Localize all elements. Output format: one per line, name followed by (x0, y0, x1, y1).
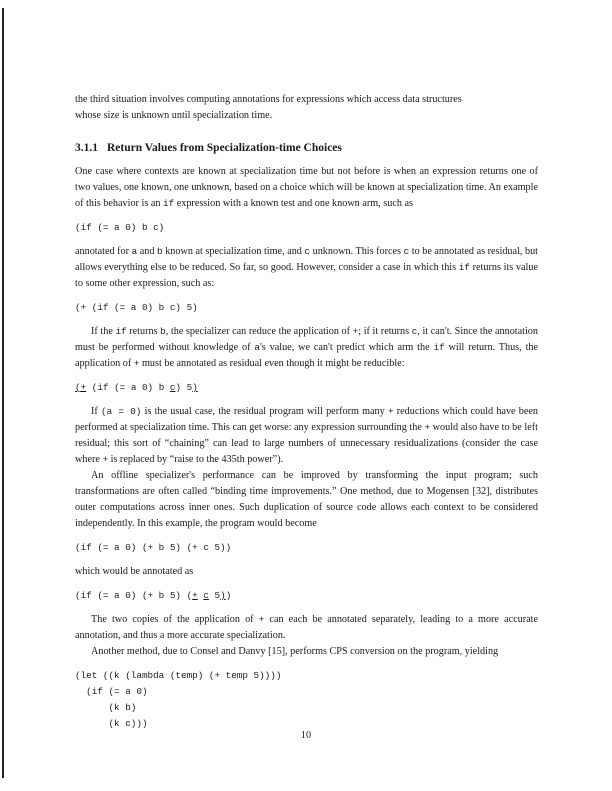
paragraph-7: The two copies of the application of + can each be annotated separately, leading to a more accurate annotation, and thus a more accurate specialization. (75, 614, 539, 641)
scan-edge (2, 8, 4, 778)
intro-paragraph (75, 92, 538, 124)
paragraph-2: annotated for a and b known at specialization time, and c unknown. This forces c to be annotated as residual, but allows everything else to be reduced. So far, so good. However, consider a case in which this if returns its value to some other expression, such as: (75, 246, 538, 289)
code-example-6 (75, 668, 538, 732)
intro-line-1: the third situation involves computing annotations for expressions which access data structures (75, 94, 462, 105)
code-example-5-annotated: (if (= a 0) (+ b 5) (+ c 5)) (75, 590, 232, 601)
code-line: (let ((k (lambda (temp) (+ temp 5)))) (75, 670, 282, 681)
paragraph-3: If the if returns b, the specializer can reduce the application of +; if it returns c, it can't. Since the annotation must be performed without knowledge of a's value, we can't predict which arm the if will return. Thus, the application of + must be annotated as residual even though it might be reducible: (75, 326, 539, 369)
page-number: 10 (300, 730, 312, 741)
paragraph-4: If (a = 0) is the usual case, the residual program will perform many + reductions which could have been performed at specialization time. This can get worse: any expression surrounding the + would also have to be left residual; this sort of “chaining” can lead to large numbers of unnecessary residualizations (consider the case where + is replaced by “raise to the 435th power”). (75, 406, 538, 465)
section-title: Return Values from Specialization-time Choices (107, 142, 342, 154)
code-example-4: (if (= a 0) (+ b 5) (+ c 5)) (75, 542, 232, 553)
paragraph-1: One case where contexts are known at specialization time but not before is when an expression returns one of two values, one known, one unknown, based on a choice which will be known at specialization time. An example of this behavior is an if expression with a known test and one known arm, such as (75, 166, 538, 209)
code-line: (k b) (75, 702, 137, 713)
page-body (75, 92, 538, 732)
paragraph-6: which would be annotated as (75, 566, 194, 577)
code-example-1: (if (= a 0) b c) (75, 222, 165, 233)
inline-code: if (163, 198, 175, 209)
intro-line-2: whose size is unknown until specialization time. (75, 110, 273, 121)
section-number: 3.1.1 (75, 142, 98, 154)
code-example-2: (+ (if (= a 0) b c) 5) (75, 302, 198, 313)
code-example-3-annotated: (+ (if (= a 0) b c) 5) (75, 382, 198, 393)
section-heading (75, 140, 538, 156)
code-line: (if (= a 0) (75, 686, 148, 697)
paragraph-8: Another method, due to Consel and Danvy [15], performs CPS conversion on the program, yielding (91, 646, 499, 657)
code-line: (k c))) (75, 718, 148, 729)
paragraph-5: An offline specializer's performance can be improved by transforming the input program; such transformations are often called “binding time improvements.” One method, due to Mogensen [32], distributes outer computations across inner ones. Such duplication of source code allows each context to be considered independently. In this example, the program would become (75, 470, 538, 529)
